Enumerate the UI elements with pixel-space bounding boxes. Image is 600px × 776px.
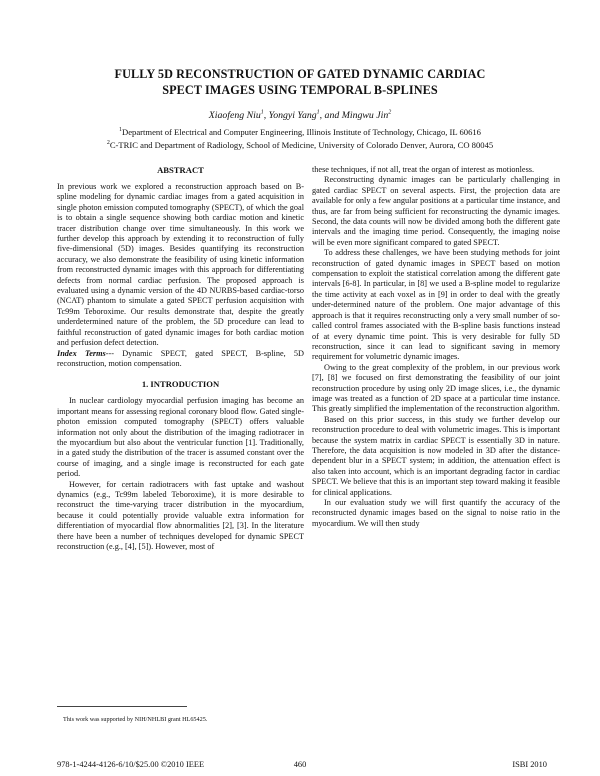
author-affiliation-mark: 2 [388,109,392,116]
body-paragraph: Reconstructing dynamic images can be particularly challenging in gated cardiac SPECT on several aspects. First, the projection data are available for only a few angular positions at a particular time instance, and thus, are far from being sufficient for reconstructing the dynamic images. Second, the data counts will now be divided among both the different gate intervals and the imaging time period. Consequently, the imaging noise will be even more significant compared to gated SPECT. [312,175,560,247]
footer-isbn: 978-1-4244-4126-6/10/$25.00 ©2010 IEEE [57,760,205,769]
body-paragraph: To address these challenges, we have been studying methods for joint reconstruction of gated dynamic images in SPECT based on motion compensation to exploit the statistical correlation among the different gate intervals [6-8]. In particular, in [8] we used a B-spline model to regularize the time activity at each voxel as in [9] in order to deal with the greatly under-determined nature of the problem. One major advantage of this approach is that it requires reconstructing only a very small number of so-called control frames associated with the B-spline basis functions instead of at every dynamic time point. This is very desirable for fully 5D reconstruction, since it can lead to significant saving in memory requirement for volumetric dynamic images. [312,248,560,362]
author-name: Yongyi Yang [268,110,317,121]
affiliation-text: Department of Electrical and Computer Engineering, Illinois Institute of Technology, Chicago, IL 60616 [122,127,481,137]
paper-title [40,66,560,98]
footnote: This work was supported by NIH/NHLBI grant HL65425. [63,716,208,723]
continuation-paragraph: these techniques, if not all, treat the organ of interest as motionless. [312,165,535,174]
author-affiliation-mark: 1 [316,109,320,116]
abstract-heading: ABSTRACT [157,165,204,175]
affiliation-text: C-TRIC and Department of Radiology, School of Medicine, University of Colorado Denver, Aurora, CO 80045 [109,140,494,150]
body-paragraph: In our evaluation study we will first quantify the accuracy of the reconstructed dynamic images based on the signal to noise ratio in the myocardium. We will then study [312,498,560,528]
body-paragraph: Based on this prior success, in this study we further develop our reconstruction procedure to deal with volumetric images. This is important because the system matrix in cardiac SPECT is essentially 3D in nature. Therefore, the data acquisition is now modeled in 3D after the distance-dependent blur in a SPECT system; in addition, the attenuation effect is also taken into account, which is an important degrading factor in cardiac SPECT. We believe that this is an important step toward making it feasible for clinical applications. [312,414,560,497]
author-separator: , [263,110,269,121]
page-number: 460 [293,760,307,769]
affiliation-2 [40,139,560,151]
index-terms-text: Dynamic SPECT, gated SPECT, B-spline, 5D reconstruction, motion compensation. [57,348,305,368]
abstract-text: In previous work we explored a reconstruction approach based on B-spline modeling for dynamic cardiac images from a gated acquisition in single photon emission computed tomography (SPECT), of which the goal is to obtain a single sequence showing both cardiac motion and kinetic tracer distribution change over time simultaneously. In this work we further develop this approach by extending it to reconstruction of fully five-dimensional (5D) images. Besides quantifying its reconstruction accuracy, we also demonstrate the feasibility of using kinetic information from reconstructed dynamic images with this approach for differentiating defects from normal cardiac perfusion. The proposed approach is evaluated using a dynamic version of the 4D NURBS-based cardiac-torso (NCAT) phantom to simulate a gated SPECT perfusion acquisition with Tc99m Teboroxime. Our results demonstrate that, despite the greatly underdetermined nature of the problem, the 5D procedure can lead to faithful reconstruction of gated dynamic images for both cardiac motion and perfusion defect detection. [57,182,304,348]
title-line-1: FULLY 5D RECONSTRUCTION OF GATED DYNAMIC CARDIAC [114,67,486,81]
affiliation-mark: 2 [106,140,110,147]
body-paragraph: Owing to the great complexity of the problem, in our previous work [7], [8] we focused on first demonstrating the feasibility of our joint reconstruction procedure by using only 2D image slices, i.e., the dynamic image was treated as a function of 2D space at a particular time instance. This greatly simplified the implementation of the reconstruction algorithm. [312,362,560,414]
author-separator: , and [319,110,342,121]
author-list [40,109,560,122]
index-terms [57,349,304,370]
introduction-paragraph: However, for certain radiotracers with fast uptake and washout dynamics (e.g., Tc99m labeled Teboroxime), it is more desirable to reconstruct the time-varying tracer distribution in the myocardium, because it could potentially provide valuable extra information for differentiation of myocardial flow abnormalities [2], [3]. In the literature there have been a number of techniques developed for dynamic SPECT reconstruction (e.g., [4], [5]). However, most of [57,479,304,551]
index-terms-separator: --- [105,348,123,358]
footnote-rule [57,706,187,707]
affiliation-1 [40,126,560,138]
author-affiliation-mark: 1 [260,109,264,116]
author-name: Mingwu Jin [341,110,389,121]
footer-venue: ISBI 2010 [512,760,547,769]
introduction-paragraph: In nuclear cardiology myocardial perfusion imaging has become an important means for assessing regional coronary blood flow. Gated single-photon emission computed tomography (SPECT) offers valuable information not only about the distribution of the imaging radiotracer in the myocardium but also about the ventricular function [1]. Traditionally, in a gated study the distribution of the tracer is assumed constant over the course of imaging, and a single image is reconstructed for each gate period. [57,396,304,479]
introduction-heading: 1. INTRODUCTION [141,379,220,390]
title-line-2: SPECT IMAGES USING TEMPORAL B-SPLINES [162,83,438,97]
author-name: Xiaofeng Niu [208,110,261,121]
left-column [57,165,304,552]
affiliation-mark: 1 [119,127,123,134]
right-column [312,165,560,529]
index-terms-label: Index Terms [57,348,106,358]
